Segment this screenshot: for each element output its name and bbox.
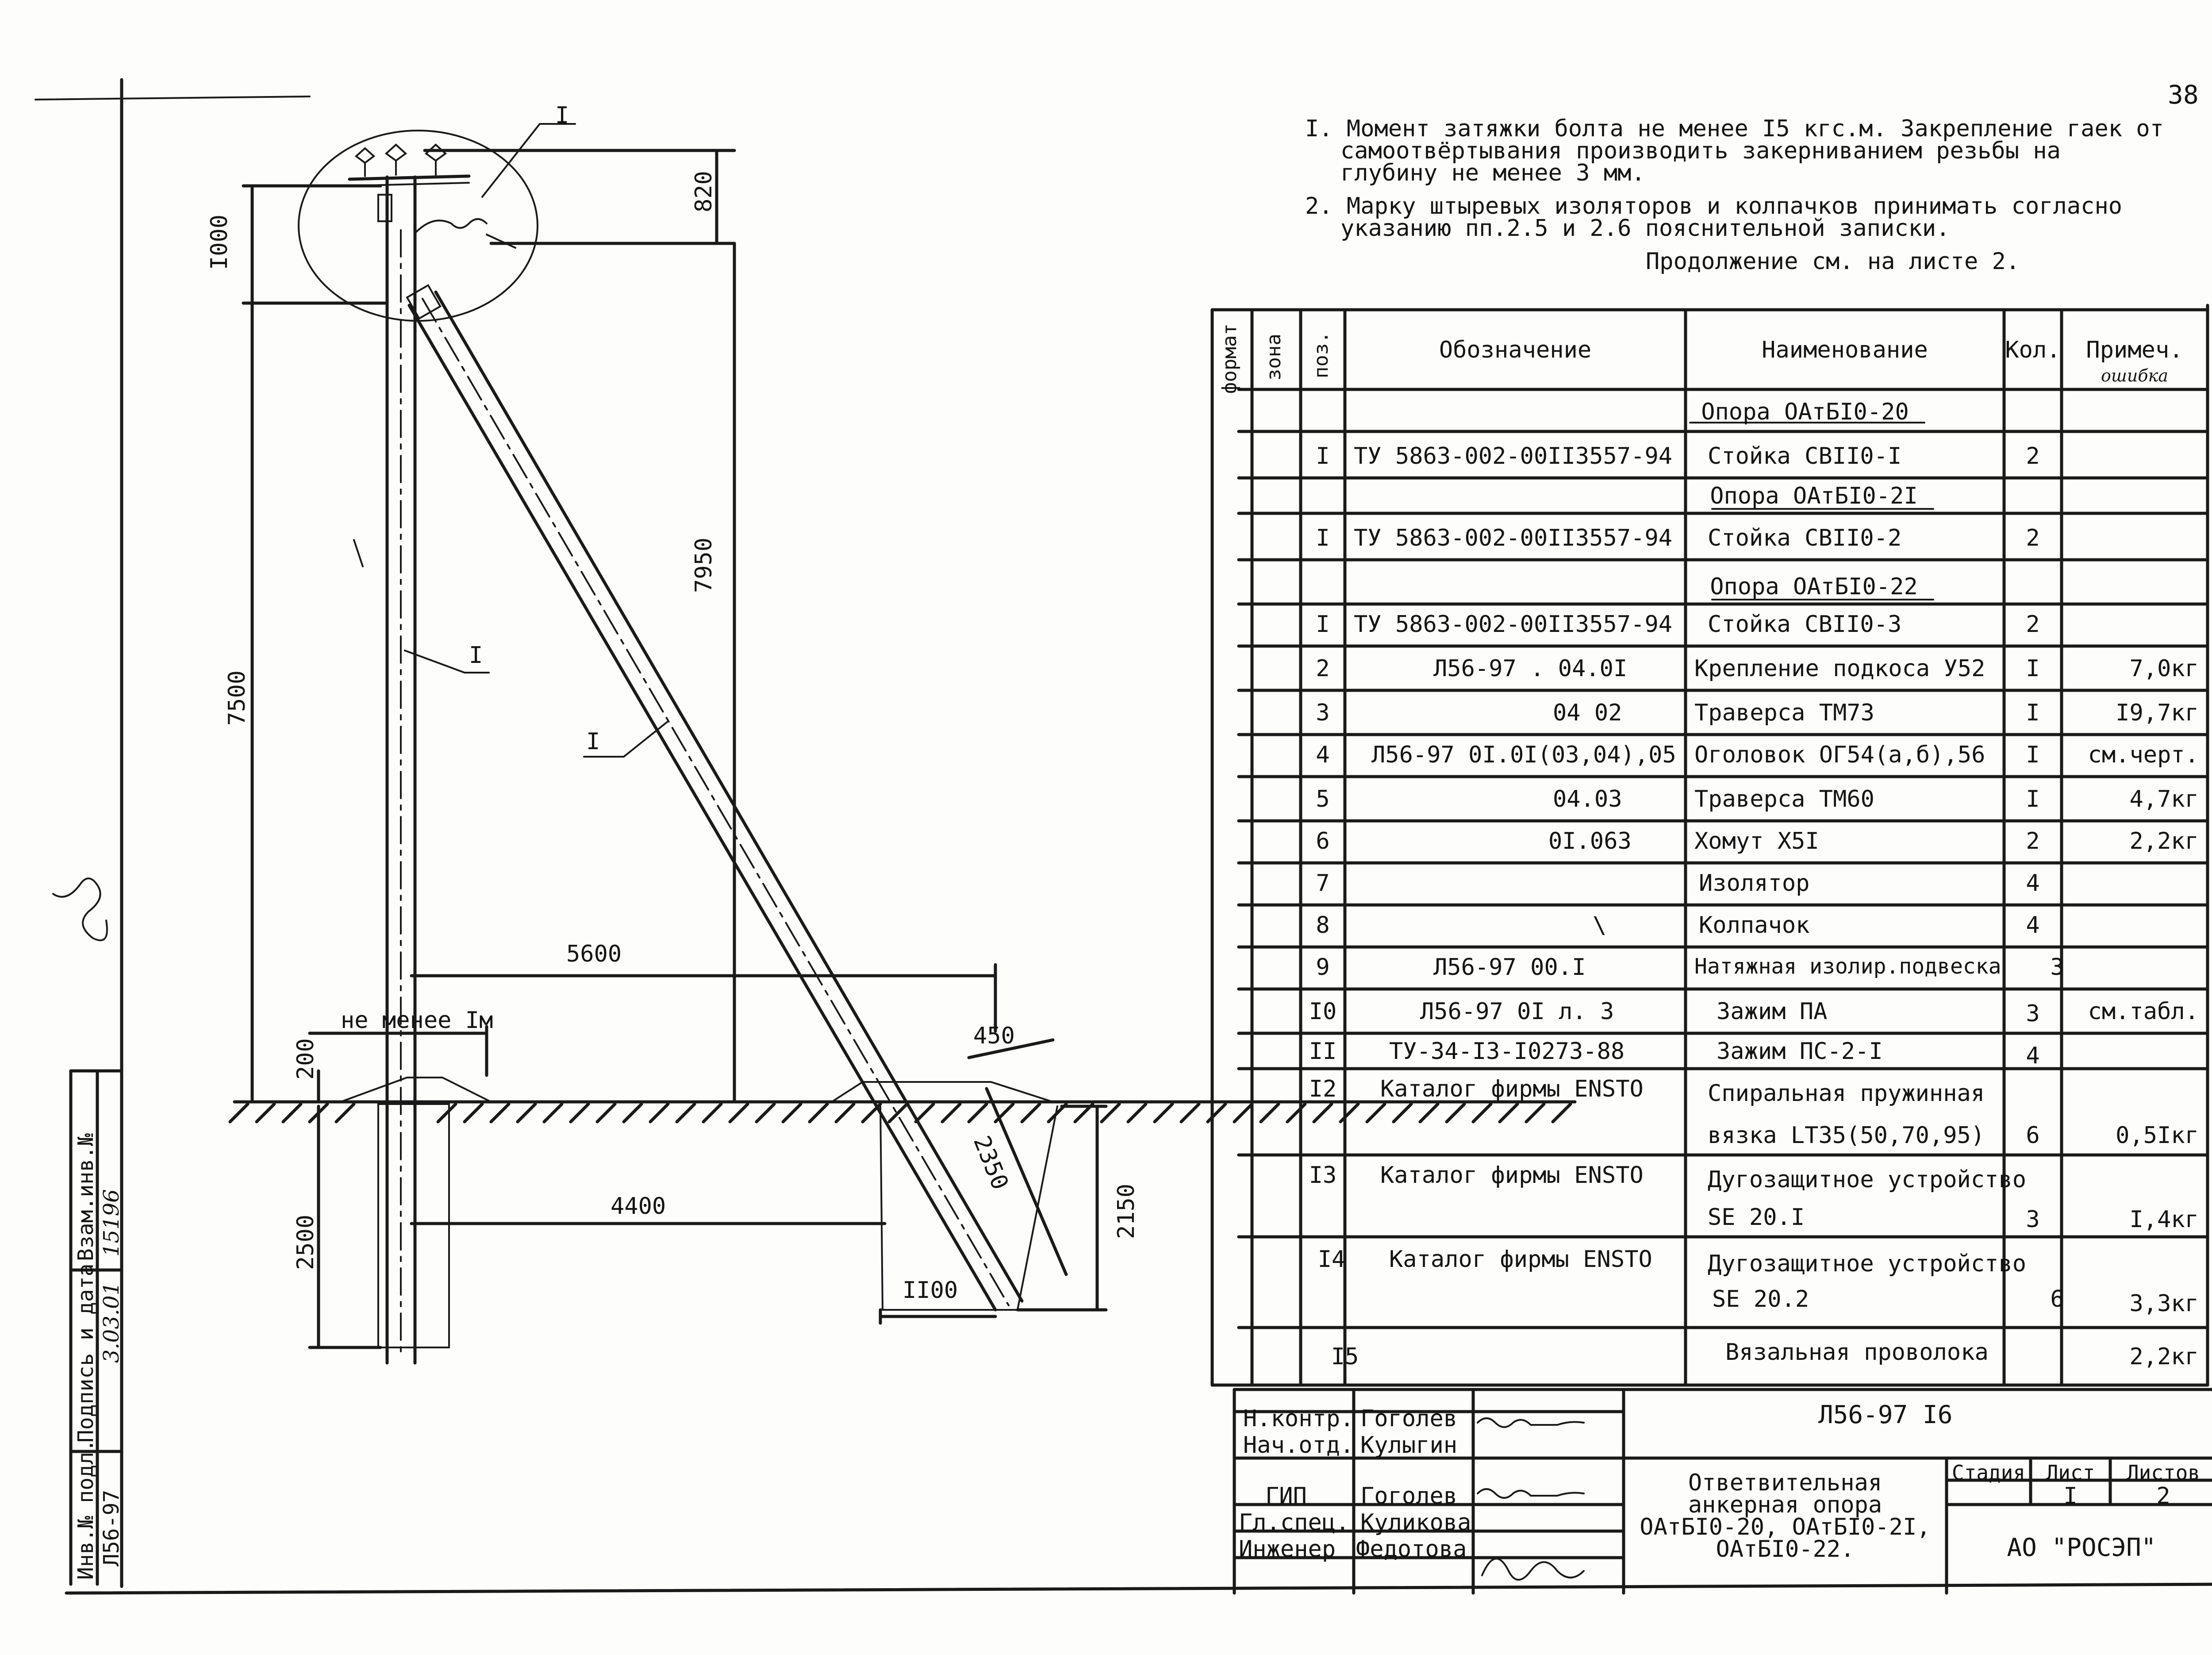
person-gip: Гоголев — [1360, 1483, 1458, 1509]
row-note: 2,2кг — [2129, 1343, 2199, 1370]
row-name: Дугозащитное устройство — [1708, 1251, 2027, 1277]
row-pos: I — [1316, 525, 1330, 551]
dim-1100: II00 — [902, 1277, 958, 1304]
strut-axis — [422, 299, 1009, 1305]
row-name: Зажим ПА — [1717, 998, 1828, 1025]
title-doc-code: Л56-97 I6 — [1818, 1401, 1953, 1429]
callout-pole: I — [469, 642, 483, 669]
header-format: формат — [1218, 323, 1241, 394]
row-designation: \ — [1593, 912, 1607, 939]
signature-nkontr — [1478, 1418, 1584, 1427]
row-designation: Л56-97 . 04.0I — [1433, 655, 1628, 682]
row-qty: 3 — [2026, 1206, 2040, 1233]
row-qty: I — [2026, 700, 2040, 726]
row-qty: 2 — [2026, 525, 2040, 551]
row-name: Хомут Х5I — [1694, 828, 1819, 854]
sheet-label: Лист — [2046, 1461, 2095, 1485]
row-note: см.табл. — [2088, 998, 2199, 1025]
row-note: 0,5Iкг — [2116, 1122, 2199, 1149]
row-note: I,4кг — [2129, 1206, 2199, 1233]
dim-820: 820 — [691, 171, 717, 212]
strut-right-edge — [436, 292, 1022, 1304]
dim-1000: I000 — [206, 214, 233, 270]
frame-top-mark — [35, 96, 310, 100]
signature-engineer — [1482, 1559, 1584, 1580]
row-name: Оголовок ОГ54(а,б),56 — [1694, 742, 1985, 768]
stray-mark — [354, 540, 363, 566]
dim-2150: 2150 — [1113, 1183, 1140, 1239]
row-qty: 2 — [2026, 443, 2040, 470]
sheet-number: 38 — [2168, 80, 2199, 110]
row-pos: I4 — [1317, 1246, 1346, 1273]
row-qty: 3 — [2050, 954, 2064, 981]
vzam-value: 15196 — [99, 1189, 124, 1257]
callout-strut: I — [586, 728, 600, 755]
row-name: Опора ОАтБI0-20 — [1701, 399, 1909, 425]
row-pos: I — [1316, 443, 1330, 470]
row-designation: 04 02 — [1553, 700, 1622, 726]
row-name: Опора ОАтБI0-22 — [1710, 573, 1918, 600]
row-pos: 3 — [1316, 700, 1330, 726]
callout-leader-top — [482, 124, 575, 197]
row-name: Вязальная проволока — [1725, 1339, 1989, 1366]
row-name: SE 20.2 — [1712, 1286, 1809, 1312]
header-zone: зона — [1263, 334, 1285, 381]
row-name: Колпачок — [1699, 912, 1810, 939]
row-pos: 4 — [1316, 742, 1330, 768]
signature-gip — [1478, 1489, 1584, 1498]
crossarm — [349, 176, 469, 179]
title-line-4: ОАтБI0-22. — [1716, 1536, 1855, 1563]
row-name: Крепление подкоса У52 — [1694, 655, 1985, 682]
sheets-value: 2 — [2156, 1483, 2170, 1509]
title-line-3: ОАтБI0-20, ОАтБI0-2I, — [1640, 1514, 1931, 1540]
note-1-line-2: самоотвёртывания производить закерниванием резьбы на — [1340, 138, 2061, 164]
row-name: Дугозащитное устройство — [1708, 1166, 2027, 1193]
suspension-string — [378, 195, 487, 232]
row-qty: 4 — [2026, 912, 2040, 939]
row-name: Траверса ТМ60 — [1694, 786, 1874, 812]
row-pos: 9 — [1316, 954, 1330, 981]
row-designation: 04.03 — [1553, 786, 1622, 812]
role-gip: ГИП — [1265, 1483, 1307, 1509]
row-pos: 5 — [1316, 786, 1330, 812]
row-pos: I3 — [1309, 1162, 1337, 1189]
row-designation: Л56-97 0I.0I(03,04),05 — [1371, 742, 1676, 768]
row-pos: 2 — [1316, 655, 1330, 682]
row-qty: I — [2026, 742, 2040, 768]
row-designation: ТУ 5863-002-00II3557-94 — [1354, 525, 1673, 551]
row-name: Траверса ТМ73 — [1694, 700, 1874, 726]
row-qty: 6 — [2050, 1286, 2064, 1312]
note-1-line-1: I. Момент затяжки болта не менее I5 кгс.м. Закрепление гаек от — [1305, 115, 2164, 142]
inv-value: Л56-97 — [99, 1490, 124, 1566]
row-qty: 4 — [2026, 870, 2040, 897]
row-note: 3,3кг — [2129, 1290, 2199, 1317]
row-pos: I2 — [1309, 1076, 1337, 1102]
row-note: см.черт. — [2088, 742, 2199, 768]
person-nachotd: Кулыгин — [1360, 1432, 1458, 1459]
sign-label: Подпись и дата — [73, 1263, 98, 1443]
sheet-value: I — [2063, 1483, 2078, 1509]
note-2-line-2: указанию пп.2.5 и 2.6 пояснительной записки. — [1340, 215, 1950, 242]
dim-2350: 2350 — [968, 1132, 1014, 1194]
header-qty: Кол. — [2005, 337, 2061, 363]
inv-label: Инв.№ подл. — [73, 1439, 98, 1580]
row-designation: ТУ 5863-002-00II3557-94 — [1354, 443, 1673, 470]
dim-7950: 7950 — [691, 537, 717, 593]
title-line-2: анкерная опора — [1688, 1492, 1882, 1518]
dim-200: 200 — [292, 1038, 319, 1080]
role-engineer: Инженер — [1239, 1536, 1336, 1563]
header-note: Примеч. — [2086, 337, 2183, 363]
frame-bottom-line — [66, 1584, 2212, 1593]
header-designation: Обозначение — [1439, 337, 1592, 363]
row-qty: 4 — [2026, 1043, 2040, 1069]
continuation-note: Продолжение см. на листе 2. — [1646, 248, 2020, 275]
row-qty: 2 — [2026, 611, 2040, 638]
row-designation: Л56-97 0I л. 3 — [1420, 998, 1614, 1025]
person-nkontr: Гоголев — [1360, 1405, 1458, 1432]
row-designation: Л56-97 00.I — [1433, 954, 1586, 981]
row-pos: I — [1316, 611, 1330, 638]
strut-left-edge — [409, 305, 995, 1310]
dim-450: 450 — [973, 1023, 1015, 1049]
row-qty: 2 — [2026, 828, 2040, 854]
dim-7500: 7500 — [224, 670, 250, 726]
row-note: 2,2кг — [2129, 828, 2199, 854]
row-pos: I0 — [1309, 998, 1337, 1025]
row-name: Зажим ПС-2-I — [1717, 1038, 1883, 1065]
dim-2500: 2500 — [292, 1214, 319, 1270]
row-qty: I — [2026, 786, 2040, 812]
row-designation: 0I.063 — [1548, 828, 1632, 854]
row-designation: ТУ-34-I3-I0273-88 — [1389, 1038, 1625, 1065]
sheets-label: Листов — [2126, 1461, 2200, 1485]
row-pos: 8 — [1316, 912, 1330, 939]
vzam-label: Взам.инв.№ — [73, 1133, 98, 1261]
row-name: Натяжная изолир.подвеска — [1694, 954, 2001, 979]
row-designation: Каталог фирмы ENSTO — [1380, 1162, 1644, 1189]
row-name: Спиральная пружинная — [1708, 1080, 1985, 1107]
stage-label: Стадия — [1951, 1461, 2026, 1485]
note-1-line-3: глубину не менее 3 мм. — [1340, 160, 1645, 186]
person-engineer: Федотова — [1356, 1536, 1467, 1563]
row-pos: 7 — [1316, 870, 1330, 897]
role-glspec: Гл.спец. — [1239, 1509, 1350, 1536]
person-glspec: Куликова — [1360, 1509, 1471, 1536]
row-designation: Каталог фирмы ENSTO — [1389, 1246, 1652, 1273]
header-note-handwritten: ошибка — [2101, 366, 2168, 385]
dim-min-1m: не менее Iм — [341, 1007, 493, 1034]
row-note: 4,7кг — [2129, 786, 2199, 812]
row-name: Изолятор — [1699, 870, 1810, 897]
dim-5600: 5600 — [566, 941, 622, 967]
role-nkontr: Н.контр. — [1243, 1405, 1354, 1432]
row-pos: I5 — [1331, 1343, 1359, 1370]
row-name: Стойка СВII0-3 — [1708, 611, 1902, 638]
row-designation: Каталог фирмы ENSTO — [1380, 1076, 1644, 1102]
note-2-line-1: 2. Марку штыревых изоляторов и колпачков принимать согласно — [1305, 193, 2123, 219]
dim-4400: 4400 — [611, 1193, 666, 1220]
sign-value: 3.03.01 — [99, 1282, 124, 1363]
row-note: 7,0кг — [2129, 655, 2199, 682]
header-pos: поз. — [1310, 331, 1333, 378]
header-name: Наименование — [1762, 337, 1928, 363]
row-qty: I — [2026, 655, 2040, 682]
organization: АО "РОСЭП" — [2007, 1533, 2156, 1562]
row-name: вязка LT35(50,70,95) — [1708, 1122, 1985, 1149]
row-qty: 3 — [2026, 1001, 2040, 1027]
wire-stub — [487, 235, 515, 248]
role-nachotd: Нач.отд. — [1243, 1432, 1354, 1459]
row-name: Опора ОАтБI0-2I — [1710, 483, 1918, 509]
dimension-lines — [243, 150, 1106, 1347]
side-signature — [53, 878, 107, 940]
row-note: I9,7кг — [2116, 700, 2199, 726]
row-designation: ТУ 5863-002-00II3557-94 — [1354, 611, 1673, 638]
row-pos: II — [1309, 1038, 1337, 1065]
callout-top: I — [555, 102, 569, 129]
row-qty: 6 — [2026, 1122, 2040, 1149]
title-line-1: Ответвительная — [1688, 1470, 1882, 1496]
row-name: Стойка СВII0-2 — [1708, 525, 1902, 551]
row-pos: 6 — [1316, 828, 1330, 854]
row-name: Стойка СВII0-I — [1708, 443, 1902, 470]
row-name: SE 20.I — [1708, 1204, 1805, 1231]
detail-circle — [299, 131, 538, 321]
